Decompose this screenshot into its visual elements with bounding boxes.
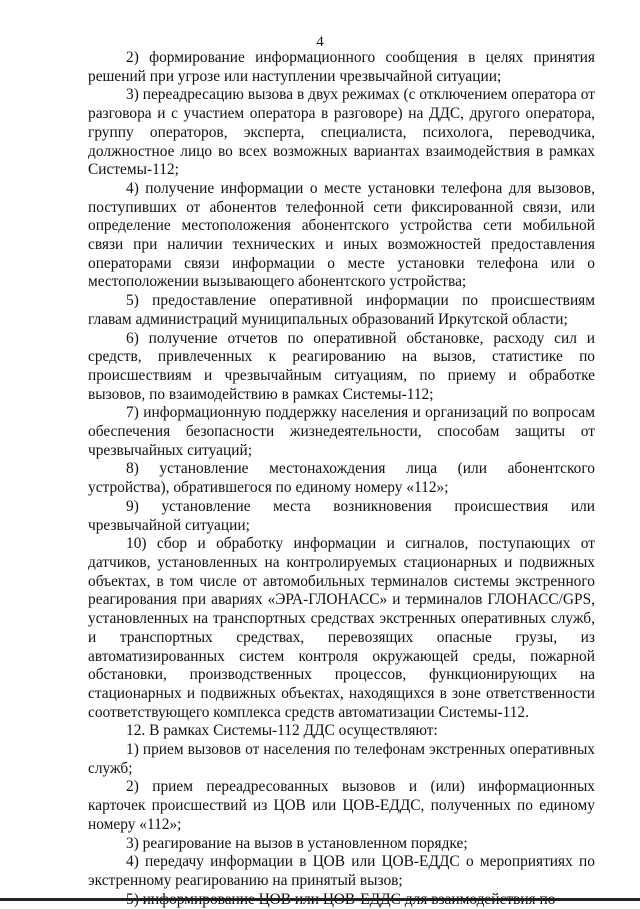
- duty-item-2: 2) прием переадресованных вызовов и (или) информационных карточек происшествий из ЦОВ или ЦОВ-ЕДДС, полученных по единому номеру «112»;: [88, 778, 595, 833]
- scan-bottom-edge: [0, 898, 640, 901]
- duty-item-1: 1) прием вызовов от населения по телефонам экстренных оперативных служб;: [88, 741, 595, 777]
- paragraph-item-9: 9) установление места возникновения происшествия или чрезвычайной ситуации;: [88, 497, 595, 534]
- paragraph-item-2: 2) формирование информационного сообщения в целях принятия решений при угрозе или наступлении чрезвычайной ситуации;: [88, 49, 595, 85]
- paragraph-item-4: 4) получение информации о месте установки телефона для вызовов, поступивших от абонентов телефонной сети фиксированной связи, или определение местоположения абонентского устройства сети мобильной связи при наличии технических и иных возможностей предоставления операторами связи информации о месте установки телефона или о местоположении вызывающего абонентского устройства;: [88, 179, 595, 291]
- paragraph-item-10: 10) сбор и обработку информации и сигналов, поступающих от датчиков, установленных на контролируемых стационарных и подвижных объектах, в том числе от автомобильных терминалов системы экстренного реагирования при авариях «ЭРА-ГЛОНАСС» и терминалов ГЛОНАСС/GPS, установленных на транспортных средствах экстренных оперативных служб, и транспортных средствах, перевозящих опасные грузы, из автоматизированных систем контроля окружающей среды, пожарной обстановки, производственных процессов, функционирующих на стационарных и подвижных объектах, находящихся в зоне ответственности соответствующего комплекса средств автоматизации Системы-112.: [88, 535, 595, 721]
- duty-item-4: 4) передачу информации в ЦОВ или ЦОВ-ЕДДС о мероприятиях по экстренному реагированию на принятый вызов;: [88, 853, 595, 889]
- section-12-heading: 12. В рамках Системы-112 ДДС осуществляют:: [126, 722, 438, 740]
- paragraph-item-3: 3) переадресацию вызова в двух режимах (с отключением оператора от разговора и с участием оператора в разговоре) на ДДС, другого оператора, группу операторов, эксперта, специалиста, психолога, переводчика, должностное лицо во всех возможных вариантах взаимодействия в рамках Системы-112;: [88, 86, 595, 179]
- paragraph-item-8: 8) установление местонахождения лица (или абонентского устройства), обратившегося по единому номеру «112»;: [88, 460, 595, 497]
- paragraph-item-5: 5) предоставление оперативной информации по происшествиям главам администраций муниципальных образований Иркутской области;: [88, 292, 595, 328]
- document-body: [88, 49, 595, 909]
- paragraph-item-7: 7) информационную поддержку населения и организаций по вопросам обеспечения безопасности жизнедеятельности, способам защиты от чрезвычайных ситуаций;: [88, 404, 595, 459]
- duty-item-3: 3) реагирование на вызов в установленном порядке;: [126, 834, 468, 852]
- paragraph-item-6: 6) получение отчетов по оперативной обстановке, расходу сил и средств, привлеченных к реагированию на вызов, статистике по происшествиям и чрезвычайным ситуациям, по приему и обработке вызовов, по взаимодействию в рамках Системы-112;: [88, 329, 595, 403]
- page-number: 4: [316, 34, 324, 50]
